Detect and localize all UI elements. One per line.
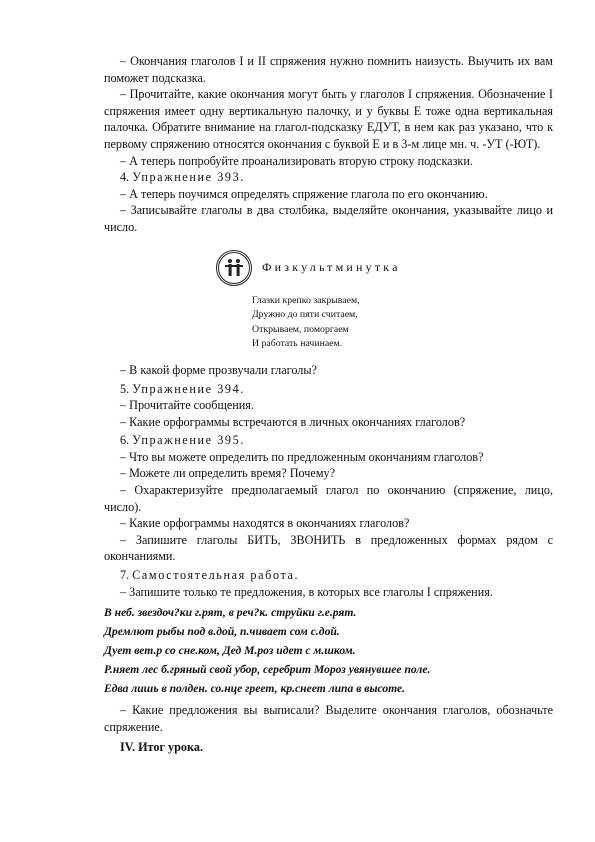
paragraph: – Записывайте глаголы в два столбика, выделяйте окончания, указывайте лицо и число. [104, 203, 553, 234]
poem-line: И работать начинаем. [252, 338, 343, 350]
paragraph: – В какой форме прозвучали глаголы? [120, 362, 317, 377]
poem-line: Дружно до пяти считаем, [252, 309, 358, 321]
paragraph: – Какие предложения вы выписали? Выделите окончания глаголов, обозначьте спряжение. [104, 703, 553, 734]
paragraph: – Какие орфограммы встречаются в личных окончаниях глаголов? [120, 414, 466, 429]
exercise-title: Упражнение 395. [132, 433, 245, 448]
section-heading: IV. Итог урока. [120, 740, 203, 755]
paragraph: – Что вы можете определить по предложенным окончаниям глаголов? [120, 449, 484, 464]
exercise-people-icon [216, 250, 252, 286]
fizminutka-header [216, 248, 553, 288]
paragraph: – Можете ли определить время? Почему? [120, 466, 336, 481]
poem [252, 294, 553, 352]
exercise-title: Самостоятельная работа. [132, 568, 300, 583]
document-body [104, 53, 553, 756]
sentence: Р.няет лес б.гряный свой убор, серебрит Мороз увянувшее поле. [104, 663, 431, 677]
paragraph: – Окончания глаголов I и II спряжения нужно помнить наизусть. Выучить их вам поможет подсказка. [104, 54, 553, 85]
exercise-number: 7. [120, 568, 130, 583]
paragraph: – Прочитайте сообщения. [120, 398, 254, 413]
sentence-list [104, 603, 553, 698]
exercise-title: Упражнение 394. [132, 381, 245, 396]
paragraph: – Прочитайте, какие окончания могут быть у глаголов I спряжения. Обозначение I спряжения имеет одну вертикальную палочку, и у буквы Е тоже одна вертикальная палочка. Обратите внимание на глагол-подсказку ЕДУТ, в нем как раз указано, что к первому спряжению относятся окончания с буквой Е и в 3-м лице мн. ч. -УТ (-ЮТ). [104, 87, 553, 151]
poem-line: Глазки крепко закрываем, [252, 294, 360, 306]
sentence: В неб. звездоч?ки г.рят, в реч?к. струйки г.е.рят. [104, 606, 357, 620]
exercise-heading [104, 567, 553, 584]
fizminutka-title: Физкультминутка [262, 260, 401, 275]
paragraph: – А теперь поучимся определять спряжение глагола по его окончанию. [120, 186, 488, 201]
exercise-heading [104, 381, 553, 398]
poem-line: Открываем, поморгаем [252, 323, 349, 335]
paragraph: – Какие орфограммы находятся в окончаниях глаголов? [120, 516, 410, 531]
exercise-number: 6. [120, 433, 130, 448]
paragraph: – Запишите только те предложения, в которых все глаголы I спряжения. [120, 584, 493, 599]
exercise-number: 4. [120, 170, 130, 185]
exercise-heading [104, 432, 553, 449]
paragraph: – Запишите глаголы БИТЬ, ЗВОНИТЬ в предложенных формах рядом с окончаниями. [104, 532, 553, 564]
paragraph: – А теперь попробуйте проанализировать вторую строку подсказки. [120, 153, 473, 168]
exercise-number: 5. [120, 381, 130, 396]
sentence: Едва лишь в полден. со.нце греет, кр.снеет липа в высоте. [104, 682, 406, 696]
paragraph: – Охарактеризуйте предполагаемый глагол по окончанию (спряжение, лицо, число). [104, 483, 553, 514]
sentence: Дремлют рыбы под в.дой, п.чивает сом с.дой. [104, 625, 340, 639]
exercise-heading [104, 169, 553, 186]
exercise-title: Упражнение 393. [132, 170, 245, 185]
sentence: Дует вет.р со сне.ком, Дед М.роз идет с м.шком. [104, 644, 356, 658]
